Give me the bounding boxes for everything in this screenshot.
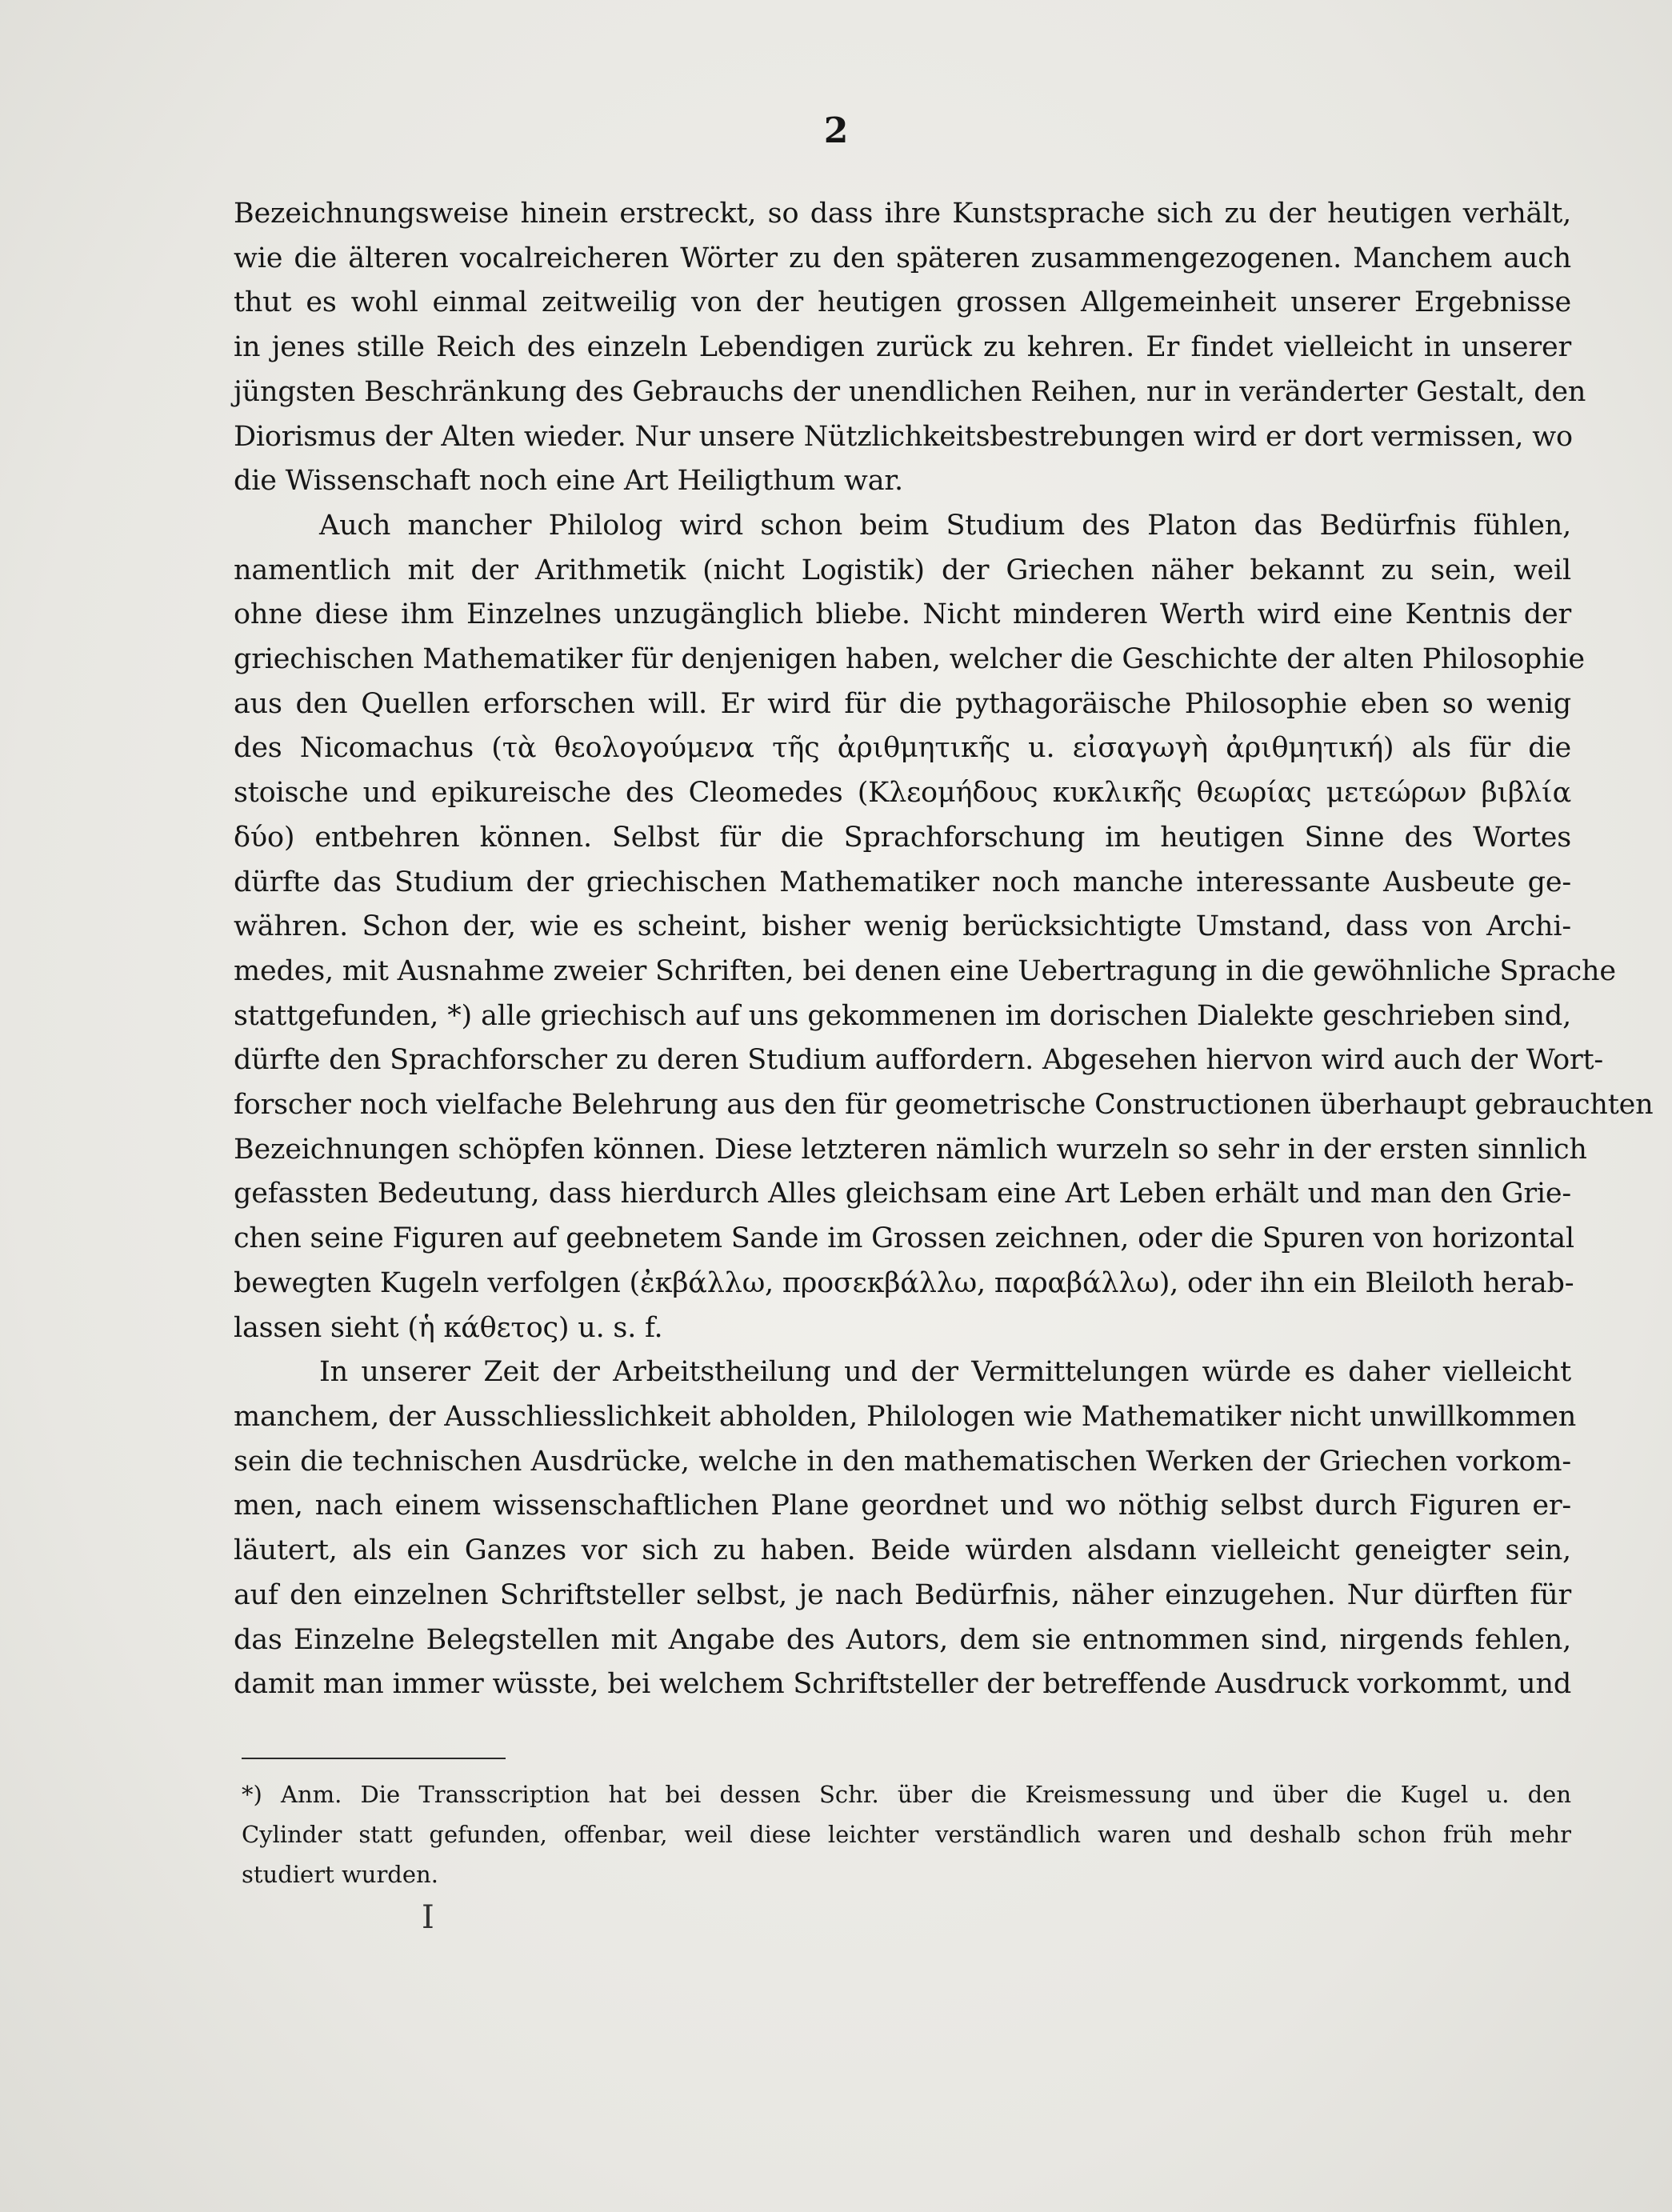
- paragraph-1: [234, 192, 1586, 504]
- text-line: men, nach einem wissenschaftlichen Plane geordnet und wo nöthig selbst durch Figuren er-: [234, 1490, 1571, 1522]
- text-line: dürfte den Sprachforscher zu deren Studium auffordern. Abgesehen hiervon wird auch der Wort-: [234, 1044, 1604, 1077]
- text-line: thut es wohl einmal zeitweilig von der heutigen grossen Allgemeinheit unserer Ergebnisse: [234, 286, 1571, 319]
- text-line: des Nicomachus (τὰ θεολογούμενα τῆς ἀριθμητικῆς u. εἰσαγωγὴ ἀριθμητική) als für die: [234, 732, 1571, 765]
- text-line: ohne diese ihm Einzelnes unzugänglich bliebe. Nicht minderen Werth wird eine Kentnis der: [234, 598, 1571, 631]
- bottom-mark: I: [422, 1899, 434, 1936]
- footnote-line: *) Anm. Die Transscription hat bei dessen Schr. über die Kreismessung und über die Kugel u. den: [242, 1781, 1571, 1808]
- footnote: [242, 1774, 1571, 1894]
- text-line: wie die älteren vocalreicheren Wörter zu den späteren zusammengezogenen. Manchem auch: [234, 242, 1571, 274]
- text-line: auf den einzelnen Schriftsteller selbst, je nach Bedürfnis, näher einzugehen. Nur dürften für: [234, 1578, 1571, 1611]
- text-line: dürfte das Studium der griechischen Mathematiker noch manche interessante Ausbeute ge-: [234, 866, 1571, 898]
- text-line: läutert, als ein Ganzes vor sich zu haben. Beide würden alsdann vielleicht geneigter sein,: [234, 1534, 1571, 1567]
- body-text: [234, 192, 1654, 1707]
- text-line: namentlich mit der Arithmetik (nicht Logistik) der Griechen näher bekannt zu sein, weil: [234, 554, 1571, 586]
- text-line: währen. Schon der, wie es scheint, bisher wenig berücksichtigte Umstand, dass von Archi-: [234, 910, 1571, 943]
- text-line: griechischen Mathematiker für denjenigen haben, welcher die Geschichte der alten Philosophie: [234, 643, 1585, 676]
- text-line: forscher noch vielfache Belehrung aus den für geometrische Constructionen überhaupt gebrauchten: [234, 1089, 1654, 1122]
- paragraph-2: [234, 504, 1654, 1350]
- page-number: 2: [823, 110, 849, 151]
- text-line: damit man immer wüsste, bei welchem Schriftsteller der betreffende Ausdruck vorkommt, und: [234, 1668, 1572, 1701]
- text-line: in jenes stille Reich des einzeln Lebendigen zurück zu kehren. Er findet vielleicht in unserer: [234, 331, 1571, 364]
- text-line: Auch mancher Philolog wird schon beim Studium des Platon das Bedürfnis fühlen,: [319, 509, 1571, 542]
- text-line: gefassten Bedeutung, dass hierdurch Alles gleichsam eine Art Leben erhält und man den Grie-: [234, 1178, 1571, 1210]
- text-line: In unserer Zeit der Arbeitstheilung und der Vermittelungen würde es daher vielleicht: [319, 1356, 1571, 1389]
- text-line: jüngsten Beschränkung des Gebrauchs der unendlichen Reihen, nur in veränderter Gestalt, den: [234, 375, 1586, 408]
- footnote-divider: [242, 1758, 506, 1759]
- text-line: das Einzelne Belegstellen mit Angabe des Autors, dem sie entnommen sind, nirgends fehlen,: [234, 1623, 1571, 1656]
- footnote-line: Cylinder statt gefunden, offenbar, weil diese leichter verständlich waren und deshalb schon früh mehr: [242, 1821, 1571, 1848]
- text-line: aus den Quellen erforschen will. Er wird für die pythagoräische Philosophie eben so wenig: [234, 687, 1571, 720]
- text-line: stoische und epikureische des Cleomedes (Κλεομήδους κυκλικῆς θεωρίας μετεώρων βιβλία: [234, 777, 1571, 810]
- text-line: bewegten Kugeln verfolgen (ἐκβάλλω, προσεκβάλλω, παραβάλλω), oder ihn ein Bleiloth herab-: [234, 1266, 1574, 1299]
- text-line: Diorismus der Alten wieder. Nur unsere Nützlichkeitsbestrebungen wird er dort vermissen, wo: [234, 420, 1573, 453]
- text-line: Bezeichnungen schöpfen können. Diese letzteren nämlich wurzeln so sehr in der ersten sinnlich: [234, 1133, 1587, 1166]
- text-line: die Wissenschaft noch eine Art Heiligthum war.: [234, 465, 903, 498]
- footnote-line: studiert wurden.: [242, 1861, 438, 1888]
- text-line: stattgefunden, *) alle griechisch auf uns gekommenen im dorischen Dialekte geschrieben sind,: [234, 999, 1571, 1032]
- text-line: manchem, der Ausschliesslichkeit abholden, Philologen wie Mathematiker nicht unwillkommen: [234, 1400, 1577, 1433]
- text-line: sein die technischen Ausdrücke, welche in den mathematischen Werken der Griechen vorkom-: [234, 1445, 1571, 1478]
- text-line: lassen sieht (ἡ κάθετος) u. s. f.: [234, 1311, 663, 1344]
- text-line: medes, mit Ausnahme zweier Schriften, bei denen eine Uebertragung in die gewöhnliche Sprache: [234, 954, 1616, 987]
- text-line: δύο) entbehren können. Selbst für die Sprachforschung im heutigen Sinne des Wortes: [234, 821, 1571, 854]
- text-line: chen seine Figuren auf geebnetem Sande im Grossen zeichnen, oder die Spuren von horizontal: [234, 1222, 1574, 1255]
- paragraph-3: [234, 1350, 1577, 1707]
- text-line: Bezeichnungsweise hinein erstreckt, so dass ihre Kunstsprache sich zu der heutigen verhält,: [234, 198, 1571, 230]
